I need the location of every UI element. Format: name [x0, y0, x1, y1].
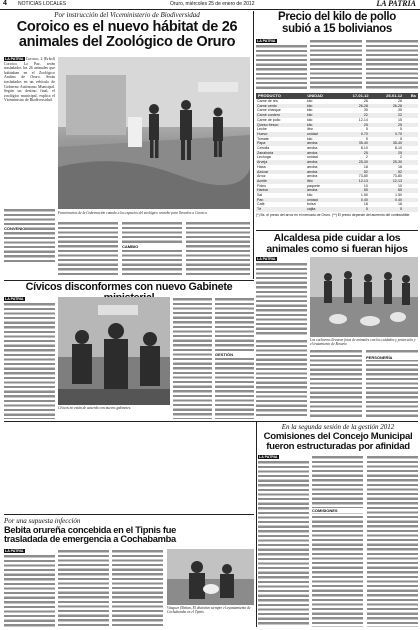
dogs-headline: Alcaldesa pide cuidar a los animales como si fueran hijos [266, 232, 408, 255]
product-cell: Papa [257, 141, 266, 146]
baby-col-1 [4, 549, 55, 627]
product-cell: Té [257, 207, 262, 212]
price-new-cell: 26-28 [392, 103, 403, 108]
council-col-2 [312, 455, 363, 627]
chicken-col-3 [366, 39, 418, 91]
price-old-cell: 12-13 [358, 178, 368, 183]
product-cell: Sal [257, 193, 263, 198]
price-new-cell: 5 [400, 136, 403, 141]
product-cell: Café [257, 202, 265, 207]
unit-cell: litro [306, 127, 313, 132]
price-new-cell: 22 [398, 113, 403, 118]
council-kicker: En la segunda sesión de la gestión 2012 [281, 423, 395, 431]
unit-cell: kilo [306, 108, 313, 113]
product-cell: Fideo [257, 183, 266, 188]
zoo-col-1b [4, 208, 55, 262]
price-new-cell: 1.50 [395, 193, 403, 198]
unit-cell: arroba [306, 160, 318, 165]
price-old-cell: 2 [365, 155, 368, 160]
price-old-cell: 25 [363, 122, 368, 127]
product-cell: Carne cordero [257, 113, 280, 118]
product-cell: Carne charque [257, 108, 281, 113]
price-old-cell: 52 [363, 169, 368, 174]
section-divider-4 [4, 514, 254, 515]
price-old-cell: 35-40 [358, 141, 368, 146]
price-old-cell: 25 [363, 150, 368, 155]
page-number: 4 [3, 0, 7, 7]
newspaper-name: LA PATRIA [376, 0, 416, 8]
unit-cell: arroba [306, 141, 318, 146]
zoo-kicker: Por instrucción del Viceministerio de Biodiversidad [54, 11, 200, 19]
price-new-cell: 52 [398, 169, 403, 174]
council-headline: Comisiones del Concejo Municipal fueron estructuradas por afinidad [263, 431, 413, 452]
product-cell: Pan [257, 197, 264, 202]
price-new-cell: 26 [398, 99, 403, 103]
unit-cell: arroba [306, 146, 318, 151]
unit-cell: arroba [306, 169, 318, 174]
civics-photo-caption: Cívicos no están de acuerdo con nuevos gabinetes. [58, 406, 132, 410]
zoo-photo [58, 57, 250, 209]
price-old-cell: 5 [365, 136, 368, 141]
baby-headline: Bebita orureña concebida en el Tipnis fue trasladada de emergencia a Cochabamba [4, 525, 176, 545]
price-old-cell: 0.70 [360, 131, 368, 136]
unit-cell: arroba [306, 164, 318, 169]
zoo-intro-text: Coroico, 2 (Erbol) Coroico, La Paz, serán trasladados los 26 animales que habitaban en el Zoológico Andino de Oruro. Serán trasladados en un vehículo de Gobierno Autónomo Municipal. Según un destino final, el zoológico municipal, explica el Viceministro de Biodiversidad. [4, 57, 55, 103]
price-new-cell: 10 [398, 183, 403, 188]
price-row [256, 207, 418, 212]
unit-cell: kilo [306, 103, 313, 108]
price-old-cell: 0.40 [360, 197, 368, 202]
civics-col-1 [4, 297, 55, 419]
zoo-subhead-convenio: CONVENIO [4, 226, 26, 231]
section-divider [256, 230, 418, 231]
unit-cell: kilo [306, 193, 313, 198]
price-old-cell: 73-80 [358, 174, 368, 179]
product-cell: Queso fresco [257, 122, 279, 127]
unit-cell: unidad [306, 155, 318, 160]
price-table-header: PRODUCTO UNIDAD 17-01-12 25-01-12 Bs [258, 93, 417, 98]
baby-tag: LA PATRIA [5, 549, 24, 553]
unit-cell: arroba [306, 188, 318, 193]
council-tag: LA PATRIA [259, 455, 278, 459]
price-old-cell: 8-10 [360, 146, 368, 151]
product-cell: Aceite [257, 178, 267, 183]
council-col-1 [258, 455, 309, 627]
price-old-cell: 1.50 [360, 193, 368, 198]
price-new-cell: 0.70 [395, 131, 403, 136]
page-header [0, 0, 420, 10]
section-name: NOTICIAS LOCALES [18, 1, 67, 7]
product-cell: Haba [257, 164, 266, 169]
unit-cell: litro [306, 178, 313, 183]
price-new-cell: 73-80 [392, 174, 403, 179]
dogs-tag: LA PATRIA [257, 257, 276, 261]
price-new-cell: 35 [398, 108, 403, 113]
civics-subhead: GESTIÓN [215, 352, 254, 357]
dogs-photo-scene [310, 257, 418, 337]
product-cell: Azúcar [257, 169, 269, 174]
chicken-headline: Precio del kilo de pollo subió a 15 bolivianos [277, 11, 397, 35]
price-old-cell: 5 [365, 207, 368, 212]
price-new-cell: 18 [398, 202, 403, 207]
issue-date: Oruro, miércoles 25 de enero de 2012 [170, 1, 255, 7]
price-table-body [256, 99, 418, 212]
price-new-cell: 65 [398, 188, 403, 193]
price-new-cell: 25 [398, 122, 403, 127]
civics-headline: Cívicos disconformes con nuevo Gabinete [25, 281, 233, 293]
civics-col-4 [215, 297, 254, 419]
product-cell: Cebolla [257, 146, 270, 151]
zoo-tag: LA PATRIA [5, 57, 24, 61]
product-cell: Arroz [257, 174, 266, 179]
unit-cell: kilo [306, 122, 313, 127]
diff-cell [403, 207, 418, 212]
price-new-cell: 2 [400, 155, 403, 160]
product-cell: Huevo [257, 131, 268, 136]
price-old-cell: 26-28 [358, 103, 368, 108]
dogs-col-1b [256, 339, 307, 417]
section-divider-3 [4, 421, 418, 422]
price-new-cell: 25 [398, 150, 403, 155]
price-new-cell: 18 [398, 164, 403, 169]
baby-col-2 [58, 549, 109, 627]
price-old-cell: 65 [363, 188, 368, 193]
baby-photo [167, 549, 254, 605]
product-cell: Carne de pollo [257, 117, 281, 122]
zoo-col-2 [58, 221, 118, 277]
dogs-col-1 [256, 257, 307, 337]
product-cell: Carne cerdo [257, 103, 277, 108]
unit-cell: kilo [306, 99, 313, 103]
price-old-cell: 22 [363, 113, 368, 118]
product-cell: Zanahoria [257, 150, 274, 155]
dogs-photo [310, 257, 418, 337]
price-new-cell: 5 [400, 207, 403, 212]
zoo-headline: Coroico es el nuevo hábitat de 26 animales del Zoológico de Oruro [16, 19, 238, 50]
price-old-cell: 26 [363, 99, 368, 103]
unit-cell: bolsa [306, 202, 316, 207]
zoo-col-4 [186, 221, 250, 277]
unit-cell: arroba [306, 150, 318, 155]
price-new-cell: 8-10 [394, 146, 403, 151]
unit-cell: cajita [306, 207, 316, 212]
dogs-col-2 [310, 349, 362, 417]
price-table-notes: (*) Bs. el precio del arroz en el mercado de Oruro. (**) El precio depende del aumento del combustible. [256, 212, 411, 217]
civics-photo-scene [58, 297, 170, 405]
zoo-subhead-cambio: CAMBIO [122, 244, 182, 249]
zoo-col-3 [122, 221, 182, 277]
product-cell: Carne de res [257, 99, 278, 103]
dogs-subhead: PERSONERÍA [366, 355, 418, 360]
product-cell: Lechuga [257, 155, 271, 160]
unit-cell: paquete [306, 183, 320, 188]
dogs-photo-caption: Los cachorros llevaron fotos de animales con los cuidados y protección y el tratamiento de Rosario [310, 338, 416, 347]
zoo-photo-scene [58, 57, 250, 209]
price-new-cell: 5 [400, 127, 403, 132]
baby-col-3 [112, 549, 163, 627]
council-col-3 [367, 455, 418, 627]
unit-cell: kilo [306, 113, 313, 118]
chicken-col-1 [256, 39, 307, 91]
zoo-col-1 [4, 57, 55, 207]
price-old-cell: 12-14 [358, 117, 368, 122]
product-cell: Tomate [257, 136, 269, 141]
product-cell: Harina [257, 188, 268, 193]
product-cell: Leche [257, 127, 267, 132]
unit-cell: kilo [306, 136, 313, 141]
unit-cell: arroba [306, 174, 318, 179]
council-subhead: COMISIONES [312, 508, 363, 513]
price-new-cell: 0.40 [395, 197, 403, 202]
baby-photo-scene [167, 549, 254, 605]
price-old-cell: 10 [363, 183, 368, 188]
price-new-cell: 25-30 [392, 160, 403, 165]
price-old-cell: 25-30 [358, 160, 368, 165]
price-new-cell: 12-13 [392, 178, 403, 183]
unit-cell: kilo [306, 117, 313, 122]
baby-kicker: Por una supuesta infección [4, 517, 81, 525]
baby-photo-caption: Vásquez (Nattan, El distintivo siempre el ayuntamiento de Cochabamba en el Tipnis. [167, 606, 251, 615]
price-new-cell: 15 [398, 117, 403, 122]
chicken-tag: LA PATRIA [257, 39, 276, 43]
price-old-cell: 5 [365, 127, 368, 132]
civics-col-3 [173, 297, 212, 419]
zoo-photo-caption: Funcionarios de la Gobernación cuando a los espacios del zoológico orureño para llevarlos a Coroico. [58, 211, 208, 215]
chicken-col-2 [310, 39, 362, 91]
price-old-cell: 18 [363, 202, 368, 207]
price-old-cell: 18 [363, 164, 368, 169]
unit-cell: unidad [306, 197, 318, 202]
column-divider-2 [256, 422, 257, 627]
civics-tag: LA PATRIA [5, 297, 24, 301]
price-old-cell: 35 [363, 108, 368, 113]
price-table [256, 93, 418, 217]
unit-cell: unidad [306, 131, 318, 136]
column-divider [253, 11, 254, 279]
price-new-cell: 35-40 [392, 141, 403, 146]
civics-photo [58, 297, 170, 405]
product-cell: Arveja [257, 160, 268, 165]
